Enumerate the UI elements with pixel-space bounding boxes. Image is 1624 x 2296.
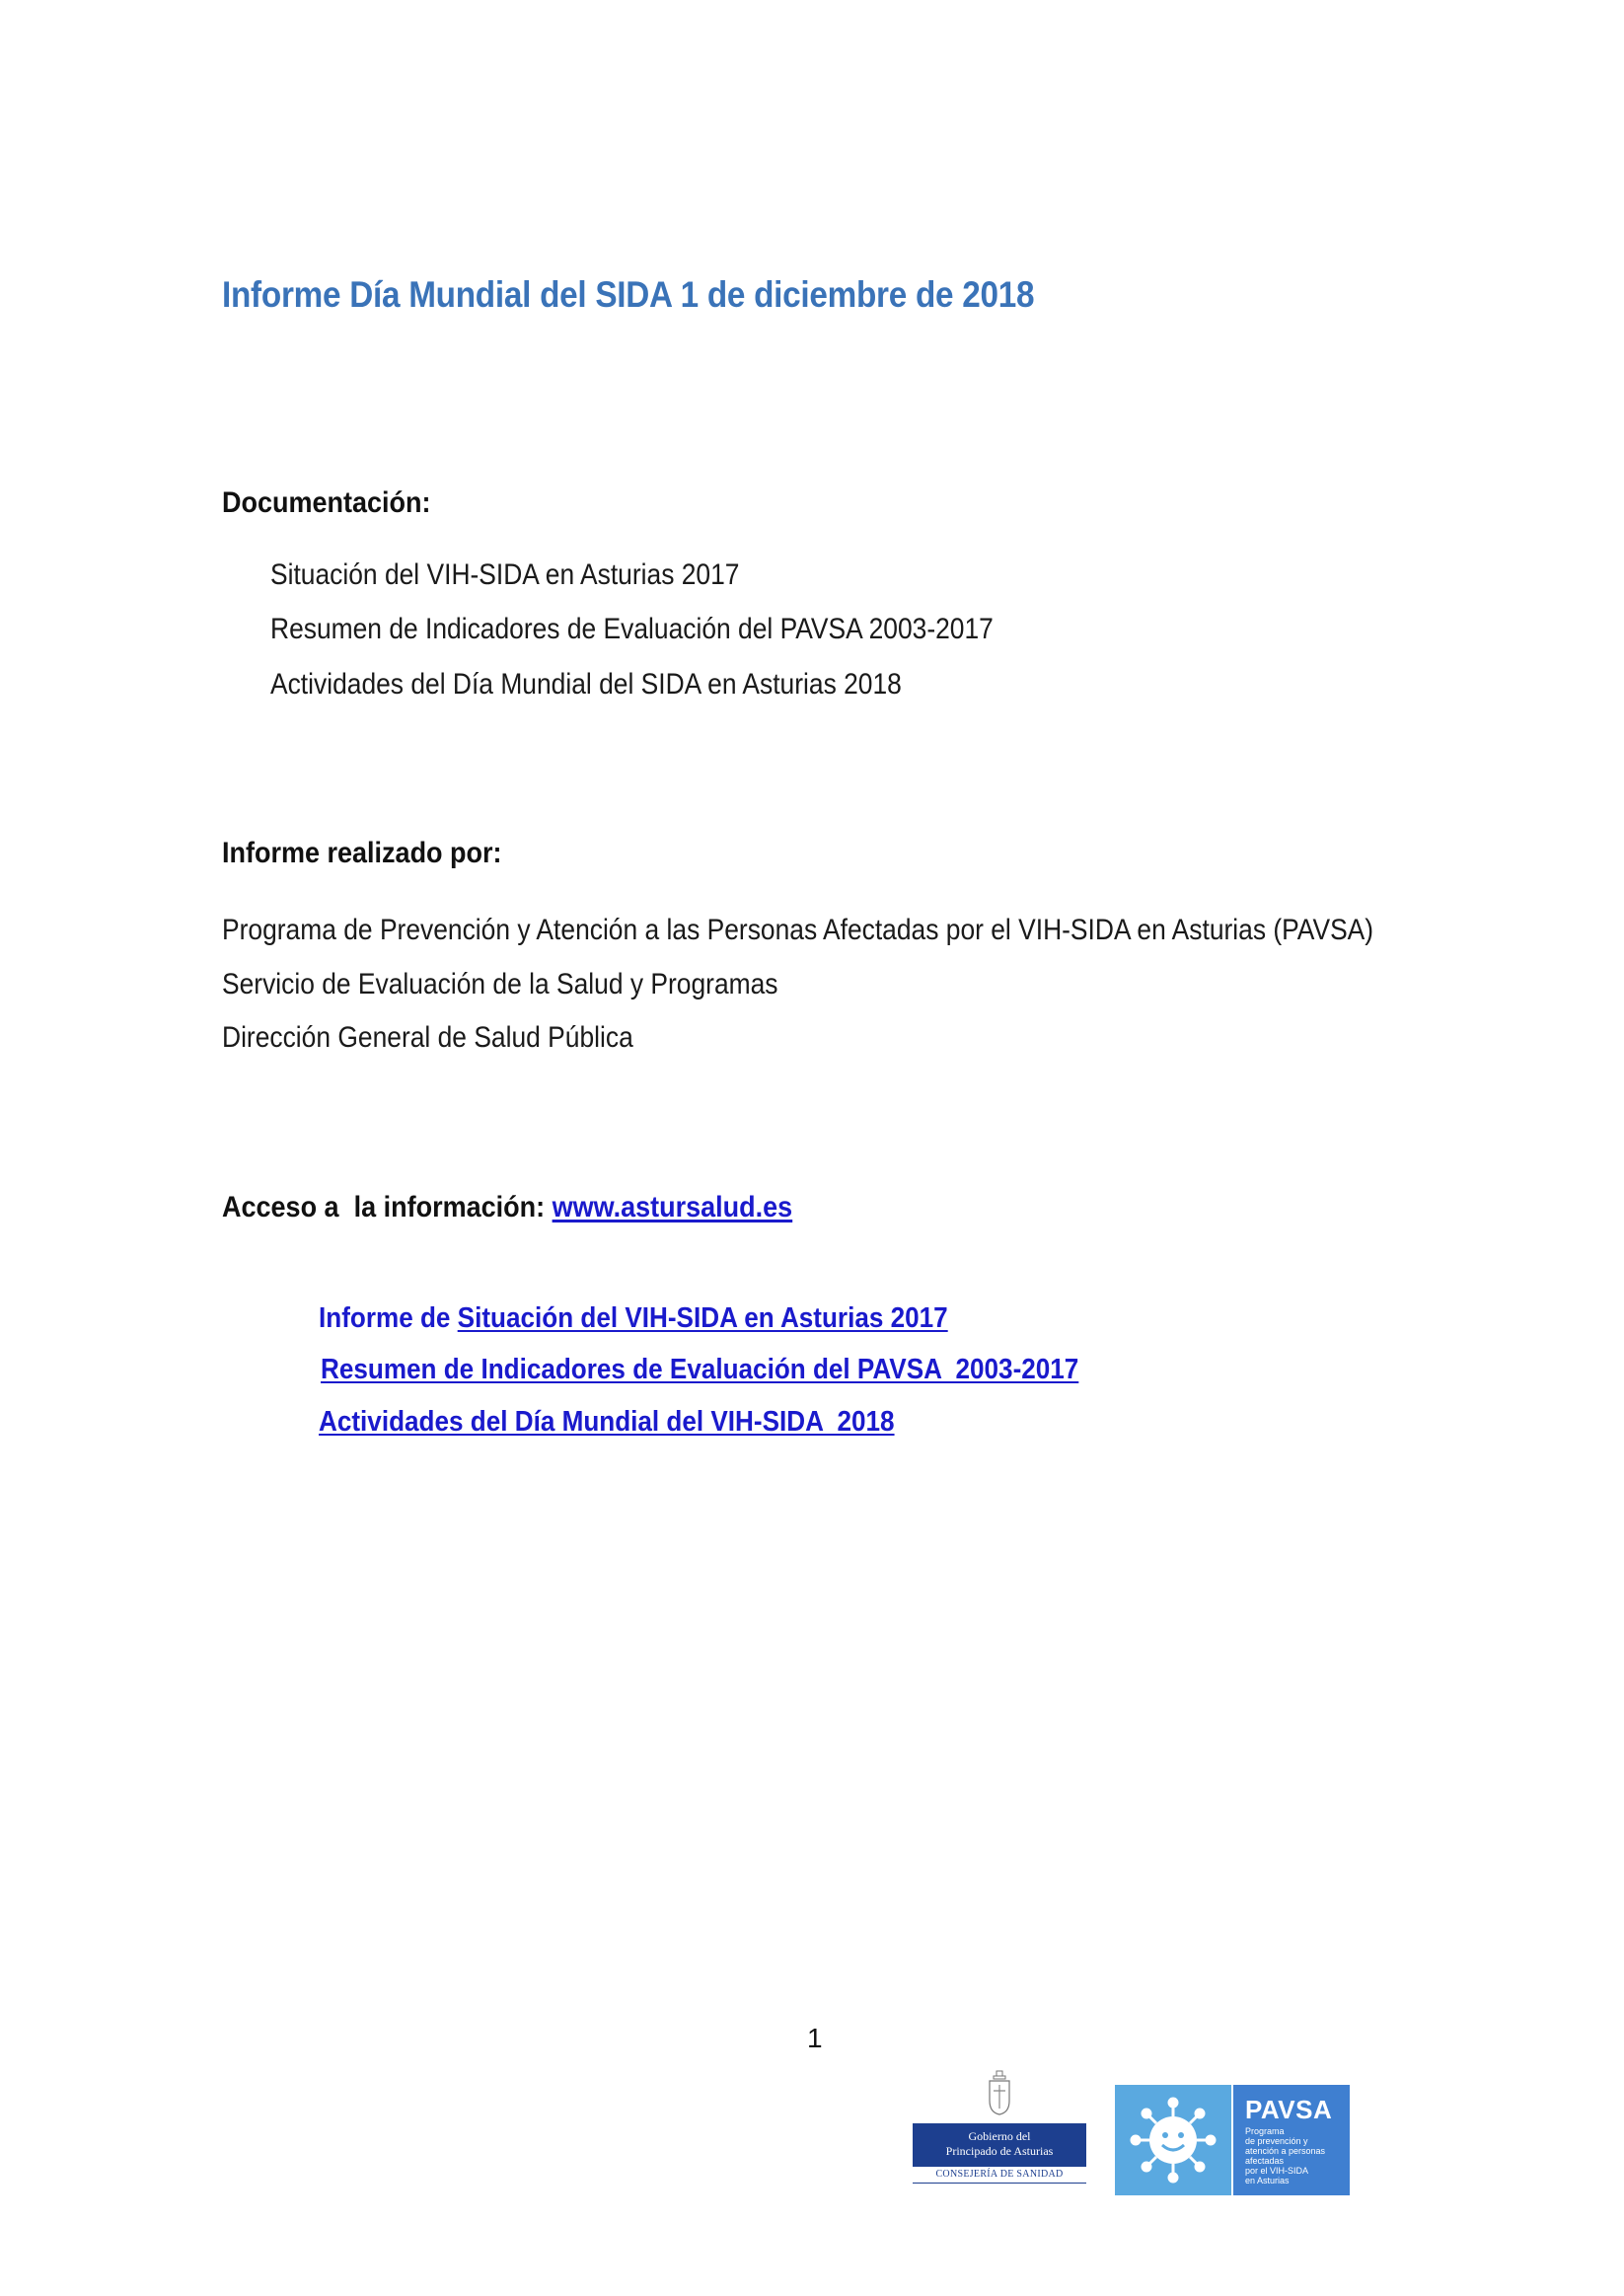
indicadores-report-link[interactable]: Resumen de Indicadores de Evaluación del PAVSA 2003-2017: [321, 1354, 1079, 1385]
gobierno-asturias-logo: [913, 2070, 1086, 2193]
pavsa-name: PAVSA: [1245, 2095, 1333, 2124]
documentation-item: Actividades del Día Mundial del SIDA en Asturias 2018: [270, 668, 902, 701]
report-link-line: [319, 1302, 948, 1335]
pavsa-emblem: [1115, 2085, 1231, 2195]
gobierno-line2: Principado de Asturias: [945, 2144, 1054, 2158]
author-line: Programa de Prevención y Atención a las Personas Afectadas por el VIH-SIDA en Asturias (PAVSA): [222, 914, 1374, 946]
documentation-item: Situación del VIH-SIDA en Asturias 2017: [270, 558, 740, 591]
actividades-report-link[interactable]: Actividades del Día Mundial del VIH-SIDA 2018: [319, 1406, 895, 1438]
gobierno-name-box: [913, 2123, 1086, 2167]
report-link-line: [319, 1406, 895, 1439]
gobierno-line1: Gobierno del: [968, 2129, 1031, 2143]
gobierno-department: CONSEJERÍA DE SANIDAD: [913, 2169, 1086, 2184]
documentation-heading: Documentación:: [222, 486, 431, 519]
author-line: Dirección General de Salud Pública: [222, 1021, 633, 1054]
pavsa-logo: [1115, 2085, 1350, 2195]
access-line: [222, 1191, 792, 1224]
situacion-report-link[interactable]: Situación del VIH-SIDA en Asturias 2017: [457, 1302, 948, 1334]
pavsa-text-block: [1233, 2085, 1350, 2195]
author-line: Servicio de Evaluación de la Salud y Programas: [222, 968, 778, 1000]
astursalud-link[interactable]: www.astursalud.es: [552, 1191, 793, 1223]
report-link-prefix: Informe de: [319, 1302, 458, 1334]
documentation-item: Resumen de Indicadores de Evaluación del PAVSA 2003-2017: [270, 613, 994, 645]
virus-smiley-icon: [1115, 2085, 1231, 2195]
access-label: Acceso a la información:: [222, 1191, 553, 1223]
crest-icon: [985, 2070, 1014, 2115]
pavsa-description: Programa de prevención y atención a personas afectadas por el VIH-SIDA en Asturias: [1245, 2126, 1326, 2185]
authors-heading: Informe realizado por:: [222, 837, 502, 869]
page-number: 1: [807, 2023, 823, 2053]
report-link-line: [321, 1354, 1078, 1386]
document-title: Informe Día Mundial del SIDA 1 de diciembre de 2018: [222, 274, 1035, 315]
